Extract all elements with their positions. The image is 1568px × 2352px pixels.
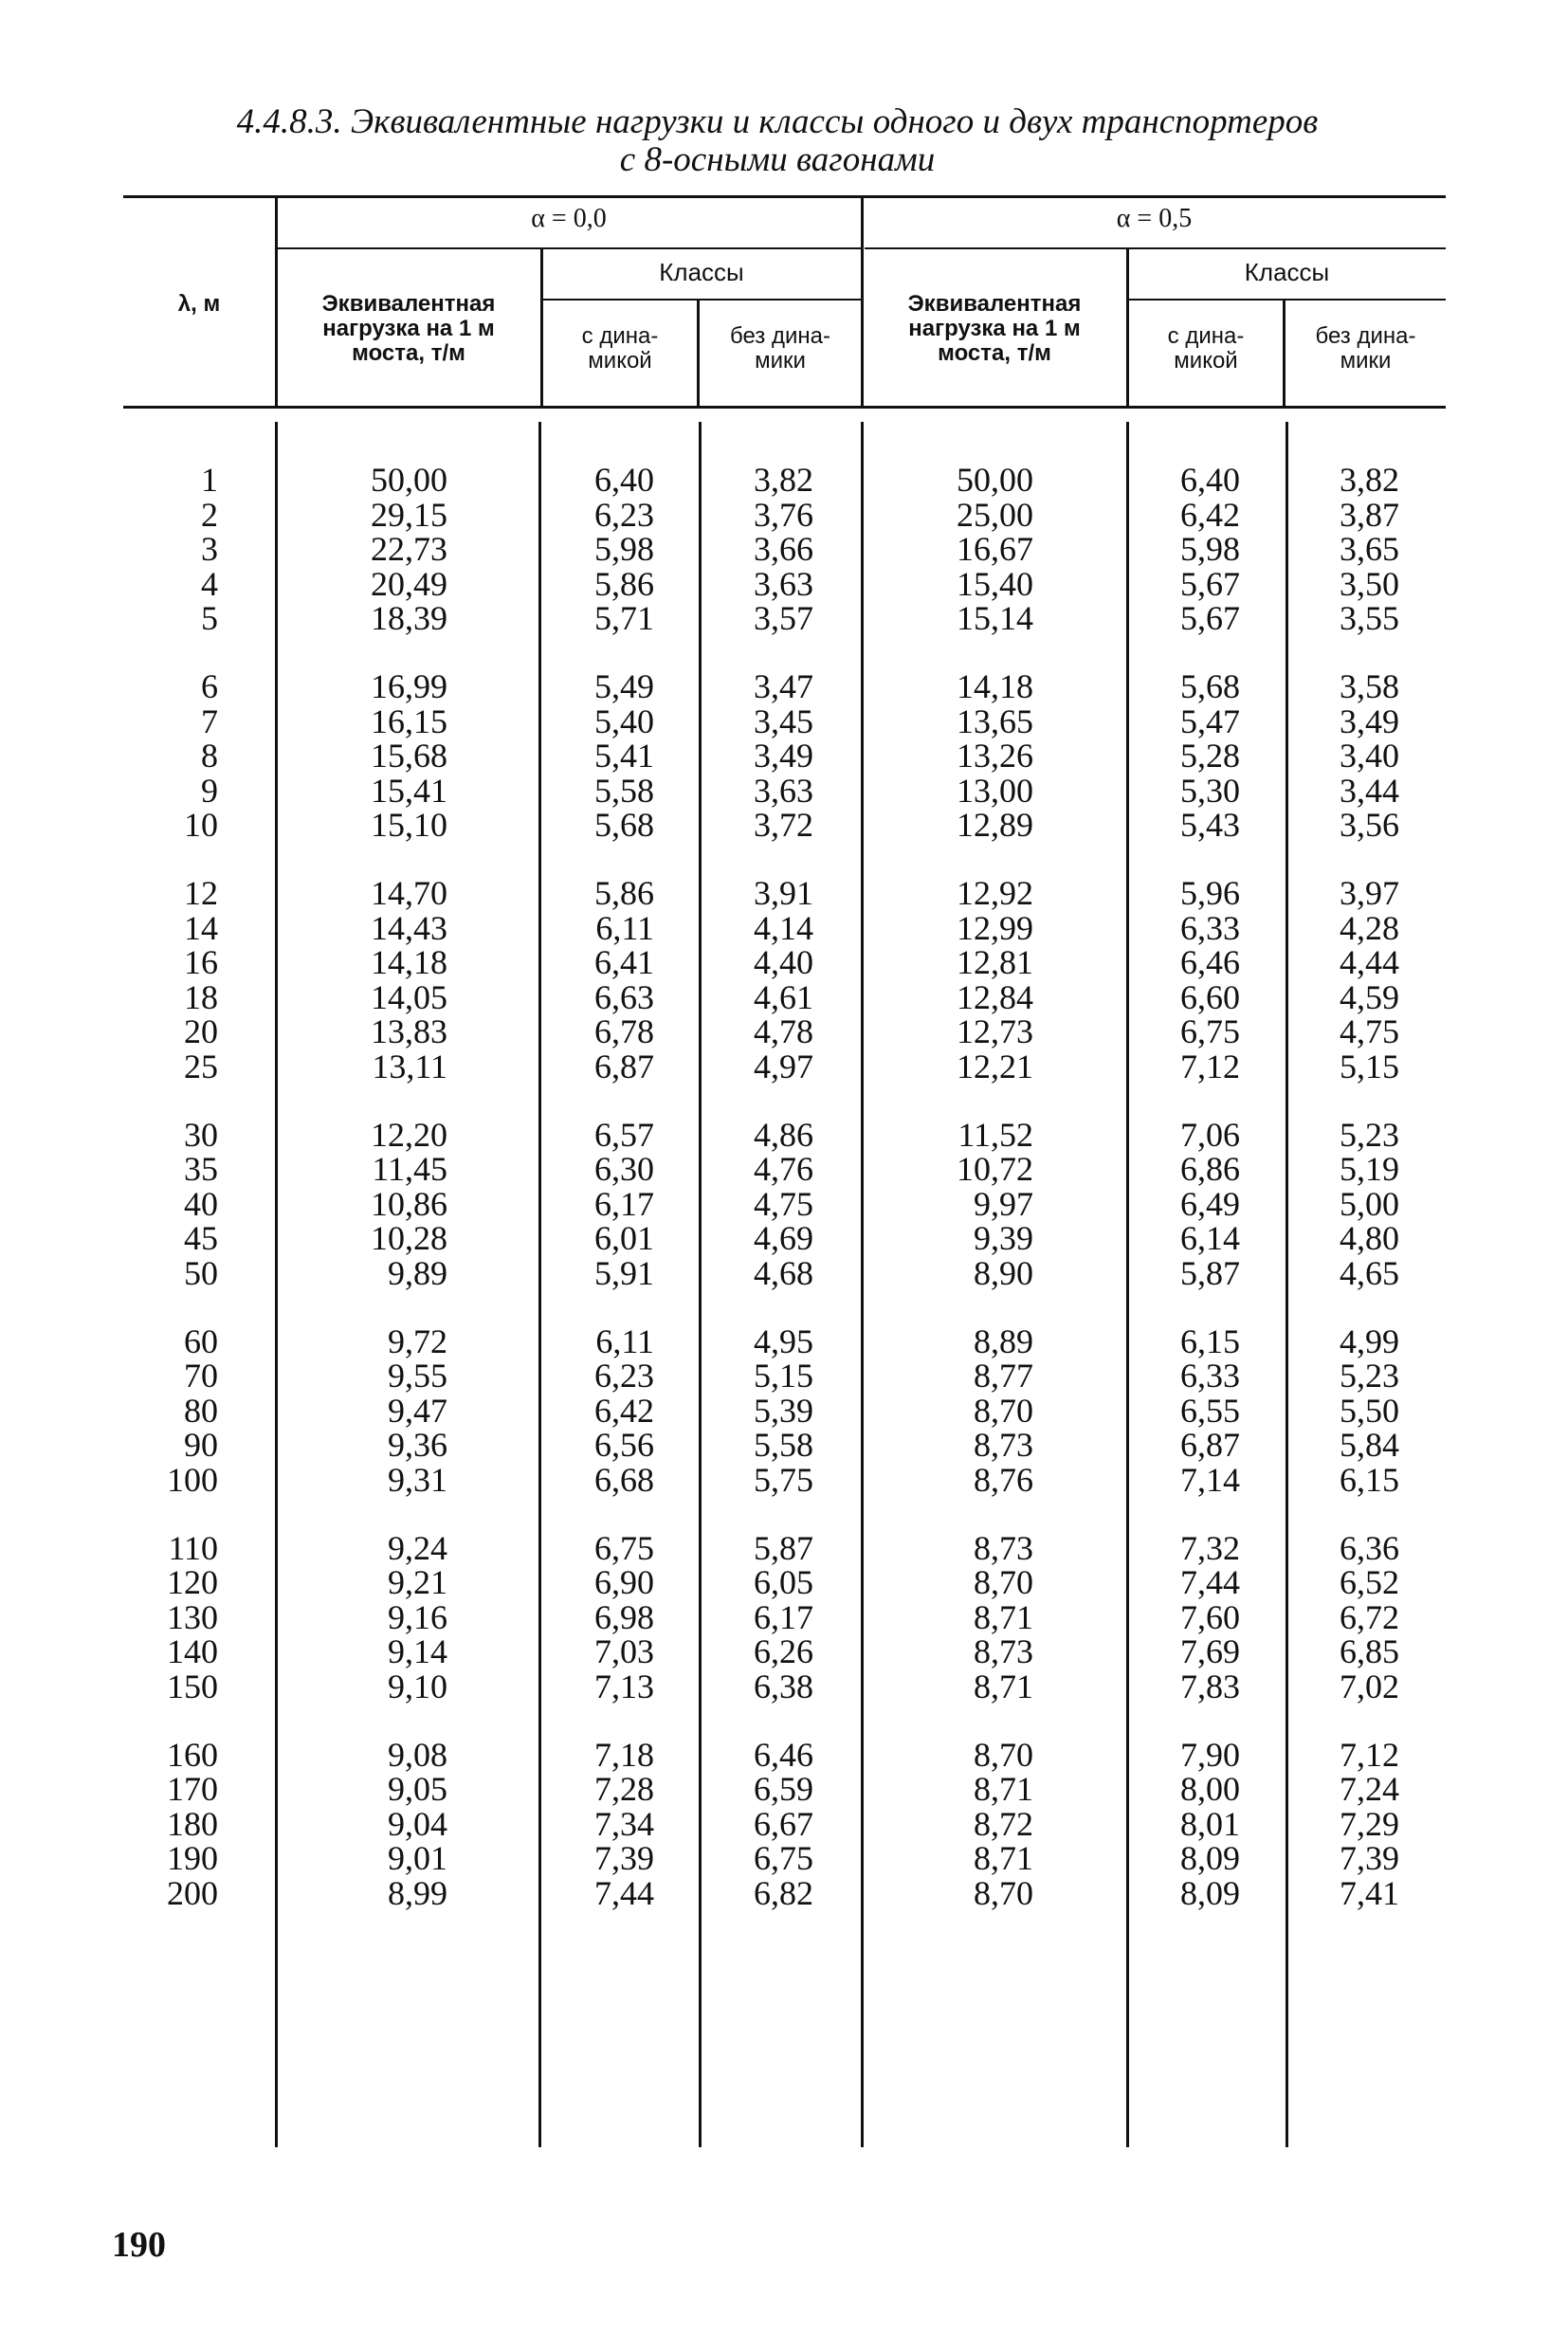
table-cell: 6,40	[594, 461, 654, 499]
header-bottom-rule	[123, 406, 1446, 409]
table-cell: 4,44	[1340, 943, 1399, 982]
table-cell: 9,10	[388, 1668, 447, 1705]
table-cell: 7,02	[1340, 1668, 1399, 1705]
table-cell: 15,10	[371, 806, 447, 845]
table-cell: 180	[167, 1804, 218, 1843]
table-cell: 5,58	[594, 771, 654, 810]
table-cell: 8	[201, 737, 218, 775]
without-dyn-header-line: мики	[755, 348, 806, 374]
table-top-rule	[123, 195, 1446, 198]
equiv-load-header-left	[277, 292, 540, 366]
equiv-load-header-line: нагрузка на 1 м	[908, 316, 1081, 341]
without-dyn-header-line: без дина-	[1315, 323, 1416, 349]
table-cell: 7,18	[594, 1735, 654, 1774]
table-cell: 35	[184, 1150, 218, 1189]
table-cell: 6,26	[754, 1632, 813, 1671]
table-cell: 7,39	[594, 1839, 654, 1878]
table-cell: 9,04	[388, 1804, 447, 1843]
table-cell: 3,76	[754, 495, 813, 534]
table-cell: 8,73	[974, 1632, 1033, 1671]
table-cell: 5,96	[1180, 874, 1240, 912]
table-cell: 10	[184, 806, 218, 845]
table-cell: 50,00	[371, 461, 447, 499]
table-cell: 4,14	[754, 908, 813, 947]
table-cell: 5,86	[594, 564, 654, 603]
table-cell: 8,09	[1180, 1839, 1240, 1878]
table-cell: 5,19	[1340, 1150, 1399, 1189]
table-cell: 3,57	[754, 599, 813, 638]
table-cell: 5,41	[594, 737, 654, 775]
table-cell: 6,49	[1180, 1184, 1240, 1223]
table-cell: 4,76	[754, 1150, 813, 1189]
table-cell: 9,16	[388, 1597, 447, 1636]
table-cell: 4,99	[1340, 1322, 1399, 1360]
table-cell: 15,68	[371, 737, 447, 775]
table-cell: 4,40	[754, 943, 813, 982]
table-cell: 15,14	[957, 599, 1033, 638]
table-cell: 9,01	[388, 1839, 447, 1878]
table-cell: 30	[184, 1115, 218, 1154]
table-cell: 4,97	[754, 1048, 813, 1085]
table-cell: 6,75	[594, 1528, 654, 1567]
table-cell: 5,71	[594, 599, 654, 638]
table-cell: 9,97	[974, 1184, 1033, 1223]
table-cell: 8,01	[1180, 1804, 1240, 1843]
equiv-load-header-line: моста, т/м	[938, 340, 1051, 366]
table-cell: 8,71	[974, 1839, 1033, 1878]
table-cell: 12,92	[957, 874, 1033, 912]
table-cell: 120	[167, 1563, 218, 1602]
table-cell: 6,59	[754, 1770, 813, 1809]
table-cell: 3,65	[1340, 530, 1399, 569]
alpha-underline-left	[275, 247, 863, 249]
table-cell: 8,09	[1180, 1874, 1240, 1912]
table-cell: 3,63	[754, 771, 813, 810]
table-cell: 8,89	[974, 1322, 1033, 1360]
table-cell: 3,47	[754, 667, 813, 705]
table-cell: 5,49	[594, 667, 654, 705]
table-cell: 9,39	[974, 1219, 1033, 1258]
table-cell: 6,52	[1340, 1563, 1399, 1602]
table-cell: 18	[184, 977, 218, 1016]
classes-header-right: Классы	[1244, 258, 1330, 286]
with-dyn-header-right	[1128, 324, 1284, 374]
table-cell: 8,99	[388, 1874, 447, 1912]
table-cell: 45	[184, 1219, 218, 1258]
table-cell: 16,15	[371, 702, 447, 740]
table-cell: 5,86	[594, 874, 654, 912]
table-cell: 5,87	[1180, 1254, 1240, 1292]
alpha-underline-right	[865, 247, 1446, 249]
equiv-load-header-line: Эквивалентная	[907, 291, 1082, 317]
table-cell: 6,33	[1180, 908, 1240, 947]
table-cell: 29,15	[371, 495, 447, 534]
table-cell: 140	[167, 1632, 218, 1671]
table-cell: 6,38	[754, 1668, 813, 1705]
table-cell: 10,28	[371, 1219, 447, 1258]
table-cell: 7,06	[1180, 1115, 1240, 1154]
table-cell: 6,85	[1340, 1632, 1399, 1671]
table-cell: 50	[184, 1254, 218, 1292]
table-cell: 14,70	[371, 874, 447, 912]
table-cell: 3,63	[754, 564, 813, 603]
table-cell: 6,42	[1180, 495, 1240, 534]
table-cell: 3,49	[1340, 702, 1399, 740]
table-cell: 80	[184, 1391, 218, 1430]
table-title-line-2: с 8-осными вагонами	[619, 140, 936, 179]
table-cell: 8,00	[1180, 1770, 1240, 1809]
table-cell: 6,90	[594, 1563, 654, 1602]
table-cell: 6,40	[1180, 461, 1240, 499]
table-cell: 6,11	[595, 908, 654, 947]
table-cell: 7,28	[594, 1770, 654, 1809]
table-cell: 3,45	[754, 702, 813, 740]
table-cell: 12,81	[957, 943, 1033, 982]
table-cell: 11,52	[957, 1115, 1033, 1154]
table-cell: 6,82	[754, 1874, 813, 1912]
table-cell: 8,76	[974, 1461, 1033, 1499]
table-cell: 22,73	[371, 530, 447, 569]
table-cell: 7,14	[1180, 1461, 1240, 1499]
table-cell: 8,70	[974, 1391, 1033, 1430]
table-cell: 40	[184, 1184, 218, 1223]
table-cell: 9,24	[388, 1528, 447, 1567]
table-cell: 150	[167, 1668, 218, 1705]
table-cell: 7,39	[1340, 1839, 1399, 1878]
table-cell: 7,32	[1180, 1528, 1240, 1567]
table-cell: 200	[167, 1874, 218, 1912]
table-cell: 3,97	[1340, 874, 1399, 912]
table-cell: 12	[184, 874, 218, 912]
table-cell: 13,00	[957, 771, 1033, 810]
table-cell: 6,46	[754, 1735, 813, 1774]
table-cell: 4,86	[754, 1115, 813, 1154]
table-cell: 5,68	[1180, 667, 1240, 705]
alpha-0-header: α = 0,0	[531, 204, 607, 233]
table-cell: 9,14	[388, 1632, 447, 1671]
table-cell: 8,71	[974, 1668, 1033, 1705]
table-cell: 16,67	[957, 530, 1033, 569]
table-cell: 6,41	[594, 943, 654, 982]
table-cell: 25,00	[957, 495, 1033, 534]
table-cell: 7,12	[1180, 1048, 1240, 1085]
table-cell: 6,30	[594, 1150, 654, 1189]
table-cell: 12,20	[371, 1115, 447, 1154]
table-cell: 9,05	[388, 1770, 447, 1809]
table-cell: 8,90	[974, 1254, 1033, 1292]
with-dyn-header-line: микой	[588, 348, 652, 374]
table-cell: 7,44	[1180, 1563, 1240, 1602]
table-cell: 12,21	[957, 1048, 1033, 1085]
table-cell: 7,24	[1340, 1770, 1399, 1809]
table-cell: 7	[201, 702, 218, 740]
table-cell: 12,99	[957, 908, 1033, 947]
with-dyn-header-line: с дина-	[1167, 323, 1245, 349]
table-cell: 3,58	[1340, 667, 1399, 705]
table-cell: 4,61	[754, 977, 813, 1016]
table-cell: 7,44	[594, 1874, 654, 1912]
table-cell: 6,15	[1340, 1461, 1399, 1499]
table-cell: 5,15	[1340, 1048, 1399, 1085]
table-cell: 6,56	[594, 1426, 654, 1465]
table-cell: 5,23	[1340, 1115, 1399, 1154]
table-cell: 3,49	[754, 737, 813, 775]
table-cell: 8,73	[974, 1426, 1033, 1465]
table-cell: 5,28	[1180, 737, 1240, 775]
table-cell: 5,98	[1180, 530, 1240, 569]
table-cell: 3	[201, 530, 218, 569]
table-cell: 9,36	[388, 1426, 447, 1465]
table-cell: 7,03	[594, 1632, 654, 1671]
table-cell: 6,23	[594, 495, 654, 534]
classes-underline-left	[542, 299, 863, 301]
without-dyn-header-right	[1285, 324, 1446, 374]
table-cell: 4,28	[1340, 908, 1399, 947]
table-cell: 7,90	[1180, 1735, 1240, 1774]
table-cell: 5,43	[1180, 806, 1240, 845]
table-cell: 5,00	[1340, 1184, 1399, 1223]
table-cell: 8,73	[974, 1528, 1033, 1567]
table-cell: 5,75	[754, 1461, 813, 1499]
table-cell: 4,78	[754, 1012, 813, 1051]
equiv-load-header-line: моста, т/м	[352, 340, 465, 366]
table-title-line-1: 4.4.8.3. Эквивалентные нагрузки и классы одного и двух транспортеров	[236, 102, 1319, 141]
table-cell: 130	[167, 1597, 218, 1636]
table-cell: 6	[201, 667, 218, 705]
table-cell: 50,00	[957, 461, 1033, 499]
table-cell: 3,40	[1340, 737, 1399, 775]
table-cell: 160	[167, 1735, 218, 1774]
table-cell: 13,11	[372, 1048, 447, 1085]
table-cell: 170	[167, 1770, 218, 1809]
table-cell: 5,58	[754, 1426, 813, 1465]
table-cell: 5,30	[1180, 771, 1240, 810]
table-cell: 110	[168, 1528, 218, 1567]
table-cell: 4,65	[1340, 1254, 1399, 1292]
table-cell: 4,95	[754, 1322, 813, 1360]
table-cell: 4	[201, 564, 218, 603]
table-cell: 5,84	[1340, 1426, 1399, 1465]
table-cell: 8,72	[974, 1804, 1033, 1843]
table-cell: 7,60	[1180, 1597, 1240, 1636]
table-cell: 6,75	[754, 1839, 813, 1878]
table-cell: 70	[184, 1357, 218, 1395]
table-cell: 3,66	[754, 530, 813, 569]
table-cell: 8,70	[974, 1735, 1033, 1774]
table-cell: 9	[201, 771, 218, 810]
table-cell: 3,44	[1340, 771, 1399, 810]
table-cell: 14,18	[371, 943, 447, 982]
table-cell: 8,77	[974, 1357, 1033, 1395]
table-cell: 18,39	[371, 599, 447, 638]
table-cell: 8,70	[974, 1563, 1033, 1602]
table-cell: 9,55	[388, 1357, 447, 1395]
table-cell: 3,87	[1340, 495, 1399, 534]
table-cell: 6,14	[1180, 1219, 1240, 1258]
table-cell: 14,18	[957, 667, 1033, 705]
table-cell: 6,55	[1180, 1391, 1240, 1430]
table-cell: 6,17	[594, 1184, 654, 1223]
table-cell: 5	[201, 599, 218, 638]
table-cell: 6,23	[594, 1357, 654, 1395]
page-number: 190	[112, 2225, 166, 2265]
table-cell: 6,72	[1340, 1597, 1399, 1636]
equiv-load-header-line: Эквивалентная	[321, 291, 496, 317]
table-cell: 3,50	[1340, 564, 1399, 603]
without-dyn-header-line: мики	[1340, 348, 1392, 374]
table-cell: 6,75	[1180, 1012, 1240, 1051]
table-cell: 100	[167, 1461, 218, 1499]
table-cell: 20	[184, 1012, 218, 1051]
table-cell: 9,89	[388, 1254, 447, 1292]
table-cell: 6,15	[1180, 1322, 1240, 1360]
table-cell: 14	[184, 908, 218, 947]
table-cell: 16,99	[371, 667, 447, 705]
table-cell: 7,41	[1340, 1874, 1399, 1912]
table-cell: 5,98	[594, 530, 654, 569]
table-cell: 5,47	[1180, 702, 1240, 740]
table-cell: 13,65	[957, 702, 1033, 740]
body-vline-2	[538, 422, 541, 2147]
table-cell: 6,78	[594, 1012, 654, 1051]
table-cell: 25	[184, 1048, 218, 1085]
table-cell: 5,67	[1180, 564, 1240, 603]
table-cell: 9,31	[388, 1461, 447, 1499]
table-cell: 6,57	[594, 1115, 654, 1154]
table-cell: 6,46	[1180, 943, 1240, 982]
table-cell: 6,36	[1340, 1528, 1399, 1567]
table-cell: 4,80	[1340, 1219, 1399, 1258]
table-cell: 6,42	[594, 1391, 654, 1430]
table-cell: 9,72	[388, 1322, 447, 1360]
table-cell: 7,12	[1340, 1735, 1399, 1774]
table-cell: 4,68	[754, 1254, 813, 1292]
table-cell: 4,75	[754, 1184, 813, 1223]
table-cell: 190	[167, 1839, 218, 1878]
table-cell: 7,69	[1180, 1632, 1240, 1671]
table-cell: 20,49	[371, 564, 447, 603]
table-cell: 5,15	[754, 1357, 813, 1395]
table-cell: 9,21	[388, 1563, 447, 1602]
table-cell: 9,08	[388, 1735, 447, 1774]
table-cell: 8,70	[974, 1874, 1033, 1912]
table-cell: 6,87	[594, 1048, 654, 1085]
table-cell: 7,29	[1340, 1804, 1399, 1843]
table-cell: 6,05	[754, 1563, 813, 1602]
table-cell: 6,86	[1180, 1150, 1240, 1189]
table-cell: 6,11	[595, 1322, 654, 1360]
table-cell: 10,86	[371, 1184, 447, 1223]
table-cell: 6,98	[594, 1597, 654, 1636]
equiv-load-header-right	[863, 292, 1126, 366]
table-cell: 13,26	[957, 737, 1033, 775]
table-cell: 12,73	[957, 1012, 1033, 1051]
table-cell: 5,50	[1340, 1391, 1399, 1430]
with-dyn-header-line: с дина-	[581, 323, 659, 349]
table-cell: 11,45	[372, 1150, 447, 1189]
table-cell: 4,75	[1340, 1012, 1399, 1051]
classes-underline-right	[1128, 299, 1446, 301]
table-cell: 7,13	[594, 1668, 654, 1705]
table-cell: 8,71	[974, 1597, 1033, 1636]
table-cell: 13,83	[371, 1012, 447, 1051]
table-cell: 7,34	[594, 1804, 654, 1843]
lambda-header: λ, м	[177, 291, 221, 317]
table-cell: 6,17	[754, 1597, 813, 1636]
table-cell: 7,83	[1180, 1668, 1240, 1705]
table-cell: 14,05	[371, 977, 447, 1016]
table-cell: 1	[201, 461, 218, 499]
table-cell: 10,72	[957, 1150, 1033, 1189]
table-cell: 6,63	[594, 977, 654, 1016]
table-cell: 6,67	[754, 1804, 813, 1843]
table-cell: 2	[201, 495, 218, 534]
table-cell: 3,55	[1340, 599, 1399, 638]
table-cell: 15,41	[371, 771, 447, 810]
table-cell: 6,68	[594, 1461, 654, 1499]
table-cell: 6,01	[594, 1219, 654, 1258]
table-cell: 6,60	[1180, 977, 1240, 1016]
table-cell: 3,82	[1340, 461, 1399, 499]
table-cell: 6,33	[1180, 1357, 1240, 1395]
table-cell: 5,87	[754, 1528, 813, 1567]
without-dyn-header-left	[700, 324, 861, 374]
table-cell: 90	[184, 1426, 218, 1465]
table-cell: 3,91	[754, 874, 813, 912]
table-cell: 9,47	[388, 1391, 447, 1430]
table-cell: 60	[184, 1322, 218, 1360]
without-dyn-header-line: без дина-	[730, 323, 830, 349]
with-dyn-header-line: микой	[1174, 348, 1238, 374]
table-cell: 3,82	[754, 461, 813, 499]
equiv-load-header-line: нагрузка на 1 м	[322, 316, 495, 341]
table-cell: 5,40	[594, 702, 654, 740]
table-cell: 5,91	[594, 1254, 654, 1292]
table-cell: 16	[184, 943, 218, 982]
table-cell: 5,67	[1180, 599, 1240, 638]
classes-header-left: Классы	[659, 258, 744, 286]
table-cell: 8,71	[974, 1770, 1033, 1809]
table-cell: 12,84	[957, 977, 1033, 1016]
table-cell: 14,43	[371, 908, 447, 947]
table-cell: 3,72	[754, 806, 813, 845]
table-cell: 5,68	[594, 806, 654, 845]
table-cell: 3,56	[1340, 806, 1399, 845]
table-cell: 15,40	[957, 564, 1033, 603]
table-cell: 5,39	[754, 1391, 813, 1430]
table-cell: 5,23	[1340, 1357, 1399, 1395]
table-cell: 4,69	[754, 1219, 813, 1258]
table-cell: 4,59	[1340, 977, 1399, 1016]
alpha-05-header: α = 0,5	[1116, 204, 1193, 233]
with-dyn-header-left	[542, 324, 698, 374]
table-cell: 6,87	[1180, 1426, 1240, 1465]
table-cell: 12,89	[957, 806, 1033, 845]
